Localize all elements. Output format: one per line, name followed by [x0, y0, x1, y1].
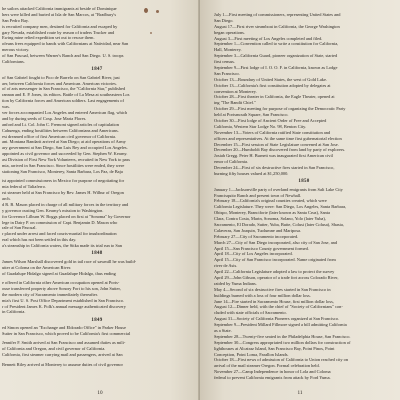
chronology-entry: August 12—Dinner held, with the chief of "Society of Californians" con-	[214, 304, 343, 310]
chronology-entry: lege in Dairy P. on commission of Capt. Benjamin D. Mason who	[2, 219, 118, 225]
chronology-entry: aer, between California forces and American. American victories.	[2, 80, 117, 86]
chronology-entry: utter at Coloma on the American River.	[2, 264, 72, 270]
chronology-entry: September 3—California Guard, pioneer organization of State, started	[214, 53, 338, 59]
chronology-entry: appointed as civil governor and succeeded by Gen. Stephen W. Kearny.	[2, 151, 128, 157]
chronology-entry: September 30—Congress appropriated two million dollars for construction of	[214, 339, 351, 345]
chronology-entry: in California.	[2, 309, 26, 315]
year-heading: 1848	[91, 251, 103, 257]
chronology-entry: d R. B. Mason placed in charge of all military forces in the territory and	[2, 201, 129, 207]
chronology-entry: April 15—City of San Francisco incorporated. Name originated from	[214, 257, 336, 263]
chronology-entry: June 14—Fire started in Sacramento House, first million dollar loss,	[214, 298, 334, 304]
chronology-entry: May 4—Second of six destructive fires started in San Francisco in	[214, 286, 331, 292]
chronology-entry: September 9—President Millard Fillmore signed a bill admitting California	[214, 322, 347, 328]
right-page	[200, 0, 400, 400]
chronology-entry: was.	[2, 104, 10, 110]
chronology-entry: ed Simon opened an "Exchange and Eldorado Office" in Parker House	[2, 325, 126, 331]
page-number-left: 10	[97, 389, 103, 396]
year-heading: 1847	[91, 67, 103, 73]
ink-stain	[144, 8, 148, 13]
chronology-entry: arch.	[2, 196, 11, 202]
chronology-entry: the modern city of Sacramento immediately thereafter.	[2, 291, 98, 297]
chronology-entry: e offered in California other American occupation opened at Ports-	[2, 280, 120, 285]
left-page-intro	[2, 6, 192, 64]
year-section	[214, 179, 394, 380]
chronology-entry	[2, 337, 192, 340]
chronology-entry: ouse transferred property above Sonory Fort to his son, John Sutter,	[2, 285, 121, 291]
chronology-entry: Bennett Riley arrived at Monterey to assume duties of civil governor	[2, 361, 123, 367]
chronology-entry: merous victory.	[2, 47, 30, 53]
chronology-entry: rannan and E. P. Jones, its editors. Battle of La Mesa at southeastern Los	[2, 92, 130, 98]
chronology-entry: October 18—First news of admission of California to Union reached city on	[214, 357, 349, 363]
chronology-entry: Conception, Point Loma, Farallon Islands.	[214, 351, 289, 357]
chronology-entry: April 15—San Francisco County government formed.	[214, 245, 309, 251]
year-heading: 1849	[91, 317, 103, 323]
chronology-entry: July 1—First meeting of commissioners, representing United States and	[214, 12, 341, 17]
chronology-entry: federal to prevent California emigrants from attack by Ford Yuma.	[214, 375, 331, 381]
chronology-entry: November 27—Camp Independence in honor of Lola and Coloma	[214, 369, 331, 375]
chronology-entry: began operations.	[214, 29, 245, 35]
chronology-entry: October 30—First lodge of Ancient Order of Free and Accepted	[214, 118, 327, 124]
chronology-entry: September 9—First lodge of I. O. O. F. in California, known as Lodge	[214, 65, 338, 71]
chronology-entry: October 13—California's first constitution adopted by delegates at	[214, 82, 331, 88]
chronology-entry: lighthouses at Alcatraz Island, San Francisco Bay, Point Pinos, Point	[214, 345, 335, 351]
chronology-entry: ary government at San Diego, San Luis Rey and occupied Los Angeles.	[2, 145, 128, 151]
chronology-entry: first census.	[214, 59, 235, 65]
chronology-entry: held at Portsmouth Square, San Francisco.	[214, 112, 289, 118]
chronology-entry: February 18—California's original counties created, which were	[214, 198, 327, 204]
chronology-entry: February 27—City of Sacramento incorporated.	[214, 233, 299, 239]
chronology-entry: ast Division of First New York Volunteers, recruited in New York to pass	[2, 157, 131, 163]
chronology-entry: cluded with state officials of Sacramento.	[214, 310, 287, 316]
chronology-entry: mia's first U. S. Post Office Department established in San Francisco.	[2, 297, 125, 303]
chronology-entry: ofeuns frees equipped to bands with Californians at Natividad, near San	[2, 41, 129, 47]
chronology-entry: river de Asis.	[214, 263, 238, 269]
chronology-entry: y governor ousting Gen. Kearny's mission to Washington.	[2, 207, 104, 213]
chronology-entry: burning fifty houses valued at $1,250,000.	[214, 171, 289, 177]
chronology-entry: Sacramento, El Dorado, Sutter, Yuba, Butte, Colusi (later Colusa), Shasta,	[214, 221, 344, 227]
chronology-entry: California Legislature. They were: San Diego, Los Angeles, Santa Barbara,	[214, 204, 347, 210]
chronology-entry: rale of San Pascual.	[2, 225, 37, 231]
ink-stain	[156, 10, 159, 13]
chronology-entry: stationing San Francisco, Monterey, Santa Barbara, Los Paz, de Baja	[2, 168, 123, 174]
chronology-entry: gary Nevada, established route by reason of traders Trucker and	[2, 29, 115, 35]
chronology-entry: April 22—California Legislature adopted a law to protect the survey	[214, 269, 335, 275]
chronology-entry: December 15—First session of State Legislature convened at San Jose.	[214, 141, 339, 147]
chronology-entry	[2, 175, 192, 178]
chronology-entry: hers were killed and buried at Isla de San Marcos, at "Bradbury's	[2, 11, 117, 17]
chronology-entry: buildings burned with a loss of four million dollar loss.	[214, 292, 311, 298]
chronology-entry: a's steamship in California waters, the Sitka made its trial run to San	[2, 243, 122, 249]
chronology-entry: he sailors attacked California immigrants at beside of Dominique	[2, 6, 117, 11]
chronology-entry: April 18—City of Los Angeles incorporated.	[214, 251, 293, 257]
chronology-entry: San Diego.	[214, 17, 234, 23]
chronology-entry: March 27—City of San Diego incorporated, also city of San Jose, and	[214, 239, 338, 245]
chronology-entry: of California and Oregon, and civil governor of California.	[2, 346, 106, 352]
chronology-entry: April 29—John Gibson, operator of a trade fort across Colorado River,	[214, 275, 339, 280]
chronology-entry: October 29—First meeting for purpose of organizing the Democratic Party	[214, 106, 346, 112]
chronology-entry: San Francisco.	[214, 70, 240, 76]
chronology-entry: October 13—Boundary of United States, the west of Gold Lake.	[214, 76, 328, 82]
chronology-entry: is recruited company men, destined for California and escaped by	[2, 23, 118, 29]
chronology-entry: r placed under arrest and faced courts-martial for insubordination	[2, 231, 117, 237]
chronology-entry: August 17—First river steamboat in California, the George Washington	[214, 23, 340, 29]
chronology-entry: tion by California forces and American soldiers. Last engagements of	[2, 98, 124, 104]
right-page-sections	[214, 179, 394, 380]
chronology-entry: rst steamer held at San Francisco by Rev. James H. Wilbur of Oregon	[2, 190, 124, 196]
chronology-entry: of Guadalupe Hidalgo signed at Guadalupe Hidalgo, thus ending	[2, 270, 116, 276]
left-page-sections	[2, 67, 192, 367]
chronology-entry: for Governor Lilburn W. Boggs placed on first at "Sonoma" by Governor	[2, 213, 131, 219]
year-heading: 1850	[298, 179, 310, 185]
chronology-entry: convention at Monterey.	[214, 88, 257, 94]
chronology-entry: Jennifer F. Smith arrived at San Francisco and assumed duties as mili-	[2, 340, 126, 346]
chronology-entry: Francisquito Ranch and present town of Newhall.	[214, 192, 302, 198]
ink-stain	[150, 32, 152, 34]
chronology-entry: Californians.	[2, 59, 25, 65]
chronology-entry: ernor of California.	[214, 159, 249, 165]
chronology-entry: James Wilson Marshall discovered gold in tail race of sawmill he was build-	[2, 258, 137, 264]
chronology-entry: California, first steamer carrying mail and passengers, arrived at San	[2, 352, 123, 358]
chronology-entry: raided by Yuma Indians.	[214, 280, 257, 286]
chronology-entry: September 1—Convention called to write a constitution for California,	[214, 41, 339, 47]
chronology-entry	[2, 276, 192, 279]
year-section	[2, 67, 192, 248]
chronology-entry: officers and representatives. At the same time first gubernatorial election	[214, 135, 342, 141]
chronology-entry: California, Western Star Lodge No. 98, Benton City.	[214, 123, 307, 129]
year-section	[2, 251, 192, 314]
chronology-entry: Sutter in San Francisco, which proved to be California's first commercial	[2, 330, 131, 336]
chronology-entry: mia federal of Taliaferro.	[2, 184, 46, 190]
chronology-entry: ant. Montana Bandarit arrived at San Diego; at aid operations of Army	[2, 139, 126, 145]
chronology-entry: San Pedro Bay.	[2, 17, 29, 23]
chronology-entry: Clara, Contra Costa, Marin, Sonoma, Solano, Yolo (later Yuba),	[214, 216, 326, 222]
chronology-entry: January 1—Jacksonville party of overland emigrants from Salt Lake City	[214, 186, 343, 192]
chronology-entry: ing "The Bandit Chief."	[214, 100, 256, 106]
chronology-entry: August 3—First meeting of Los Angeles completed and filed.	[214, 35, 323, 41]
chronology-entry: Calaveras, San Joaquin, Tuolumne and Mariposa.	[214, 227, 302, 233]
chronology-entry: of San Pascual, between Warner's Ranch and San Diego. U. S. troops	[2, 53, 124, 59]
chronology-entry: Josiah Gregg. Peter H. Burnett was inaugurated first American civil	[214, 153, 333, 159]
year-section	[2, 318, 192, 367]
chronology-entry: December 24—First of six destructive fires started in San Francisco,	[214, 165, 335, 171]
chronology-entry: anford and Lt. Col. John C. Fremont signed articles of capitulation	[2, 121, 119, 127]
chronology-entry: Obispo, Monterey, Branciforte (later known as Santa Cruz), Santa	[214, 210, 330, 216]
chronology-entry: December 20—Humboldt Bay discovered from land by party of explorers.	[214, 147, 346, 153]
chronology-entry: and by during seeds of Cosp. Jose Maria Flores.	[2, 115, 87, 121]
page-number-right: 11	[297, 389, 303, 396]
chronology-entry: ver forces accompanied Los Angeles and entered American flag, which	[2, 109, 128, 115]
chronology-entry	[2, 358, 192, 361]
right-page-intro	[214, 12, 394, 176]
chronology-entry: Ewing mine relied expedition set out to rescue them.	[2, 35, 95, 41]
chronology-entry: mia, arrived in San Francisco. Since hostilities were ended, they were	[2, 162, 125, 168]
chronology-entry: November 13—Voters of California ratified State constitution and	[214, 129, 331, 135]
chronology-entry: Cahuenga, ending hostilities between Californians and Americans.	[2, 127, 119, 133]
chronology-entry: October 28—First theater in California, the Eagle Theater, opened at	[214, 94, 335, 100]
chronology-entry: September 28—Twenty-five seated in the Philadelphia House, San Francisco.	[214, 333, 351, 339]
chronology-entry: of of arts messenger in San Francisco, the "California Star," published	[2, 86, 126, 92]
chronology-entry: Hall, Monterey.	[214, 47, 242, 53]
chronology-entry: arrival of the mail steamer Oregon. Formal celebration held.	[214, 363, 320, 369]
chronology-entry: est dreamed office of first American civil governor of California.	[2, 133, 117, 139]
chronology-entry: eral which has not been settled in this day.	[2, 237, 77, 243]
chronology-entry: August 31—Society of California Pioneers organized at San Francisco.	[214, 316, 340, 322]
chronology-entry: ist appointed commissioners in Mexico for purpose of negotiating for	[2, 178, 125, 184]
chronology-entry: of San Gabriel fought to Pico de Barrelo on San Gabriel River, just	[2, 74, 120, 80]
chronology-entry: r of President James K. Polk's annual message authenticated discovery	[2, 303, 126, 309]
chronology-entry: as a State.	[214, 328, 232, 334]
